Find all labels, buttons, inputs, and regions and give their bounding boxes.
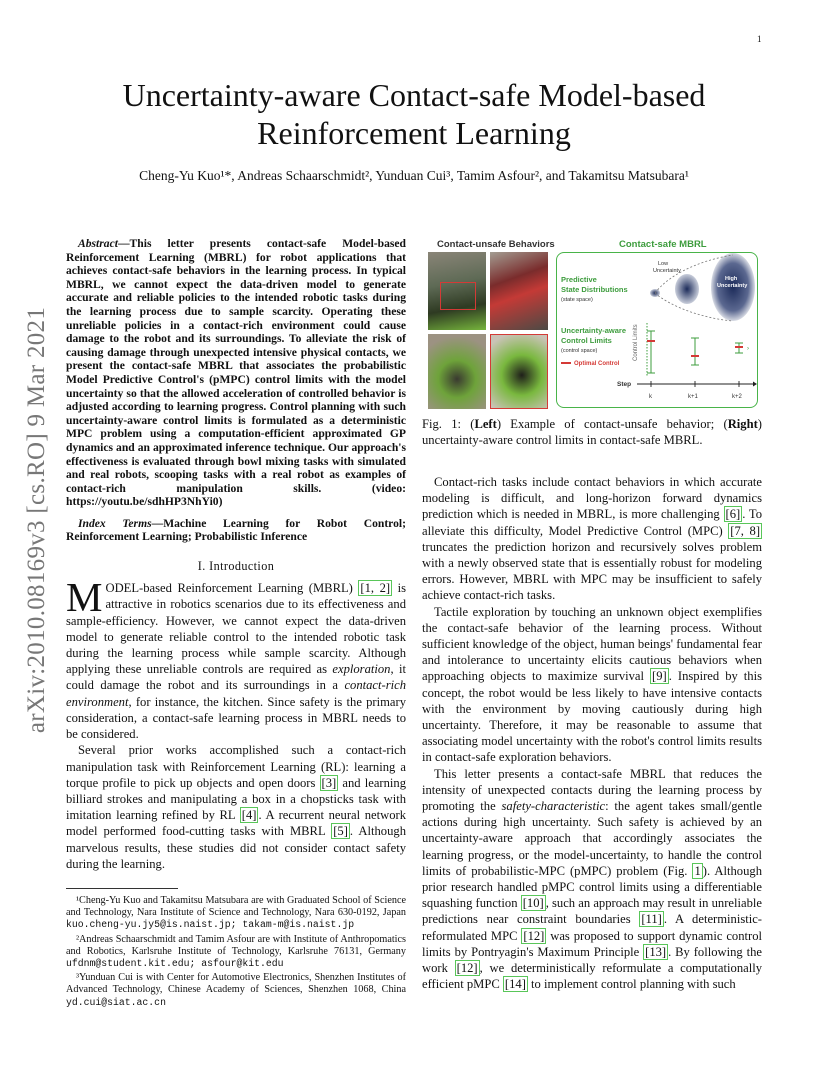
- right-p2-text-a: Tactile exploration by touching an unknown object exemplifies the contact-safe behavior of the learning process. Without sufficient knowledge of the object, human beings' fundamental fear and intolerance to uncertainty elicits cautious behaviors when approaching objects to maximize survival: [422, 604, 762, 684]
- footnote-1: [66, 895, 406, 932]
- arxiv-identifier: arXiv:2010.08169v3 [cs.RO] 9 Mar 2021: [23, 306, 50, 734]
- footnote-3-email[interactable]: yd.cui@siat.ac.cn: [66, 996, 166, 1008]
- caption-right: Right: [727, 417, 758, 431]
- intro-p1-text-d: , for instance, the kitchen. Since safety is the primary consideration, a contact-safe learning process in MBRL needs to be considered.: [66, 694, 406, 742]
- predictive-label-line-2: State Distributions: [561, 285, 628, 294]
- caption-prefix: Fig. 1: (: [422, 417, 475, 431]
- citation-link[interactable]: [4]: [241, 808, 257, 823]
- citation-link[interactable]: [1, 2]: [360, 581, 391, 596]
- drop-cap: M: [66, 574, 103, 621]
- intro-p1-text-c: , it could damage the robot and its surroundings in a: [66, 662, 407, 693]
- footnote-divider: [66, 888, 178, 889]
- caption-suffix: ) uncertainty-aware control limits in contact-safe MBRL.: [422, 417, 762, 447]
- intro-p1-text-a: ODEL-based Reinforcement Learning (MBRL): [105, 581, 359, 596]
- citation-link[interactable]: [5]: [333, 824, 348, 839]
- citation-link[interactable]: [9]: [652, 669, 667, 684]
- right-p3-text-a: This letter presents a contact-safe MBRL that reduces the intensity of unexpected contacts during the learning process by promoting the: [422, 766, 762, 814]
- axis-label-control-limits: Control Limits: [633, 324, 639, 361]
- intro-paragraph-2: [66, 742, 406, 872]
- right-p3-text-g: . By following the work: [422, 944, 762, 976]
- footnote-3: [66, 972, 406, 1009]
- figure-link[interactable]: 1: [694, 863, 701, 878]
- low-uncertainty-label-2: Uncertainty: [653, 268, 681, 274]
- arxiv-sidebar: [17, 290, 57, 750]
- robot-photo-arm: [490, 252, 548, 330]
- limits-label-line-1: Uncertainty-aware: [561, 326, 627, 335]
- intro-p2-text-a: Several prior works accomplished such a contact-rich manipulation task with Reinforcement Learning (RL): learning a torque profile to pick up objects and open doors: [66, 743, 406, 790]
- caption-left: Left: [474, 417, 497, 431]
- intro-paragraph-1: [66, 574, 407, 742]
- index-terms-label: Index Terms: [78, 516, 152, 530]
- intro-p1-text-b: is attractive in robotics scenarios due to its effectiveness and sample-efficiency. However, we cannot expect the data-driven model to generate reliable control to the intended robotic task during the learning process while sample scarcity. Although applying these unreliable controls are required as: [66, 581, 407, 677]
- step-axis-label: Step: [617, 381, 632, 388]
- author-list: Cheng-Yu Kuo¹*, Andreas Schaarschmidt², Yunduan Cui³, Tamim Asfour², and Takamitsu Matsubara¹: [139, 168, 689, 183]
- continuation-marker: ›: [747, 346, 749, 352]
- footnote-2-email[interactable]: ufdnm@student.kit.edu; asfour@kit.edu: [66, 957, 284, 969]
- right-p1-text-b: . To alleviate this difficulty, Model Predictive Control (MPC): [422, 507, 762, 538]
- robot-photo-spill: [428, 334, 486, 409]
- step-axis-arrow: [753, 382, 757, 387]
- citation-link[interactable]: [14]: [504, 977, 526, 992]
- predictive-label-line-1: Predictive: [561, 275, 597, 284]
- abstract-text: —This letter presents contact-safe Model-based Reinforcement Learning (MBRL) for robot applications that achieves contact-safe behaviors in the learning process. In typical MBRL, we cannot expect the data-driven model to generate accurate and reliable policies to the intended robotic tasks during the learning process due to sample scarcity. Operating these unreliable policies in a contact-rich environment could cause damage to the robot and its surroundings. To alleviate the risk of causing damage through unexpected intensive physical contacts, we present the contact-safe MBRL that associates the probabilistic Model Predictive Control's (pMPC) control limits with the model uncertainty so that the allowed acceleration of controlled behavior is adjusted according to learning progress. Control planning with such uncertainty-aware control limits is formulated as a deterministic MPC problem using a computation-efficient approximated GP dynamics and an approximated inference technique. Our approach's effectiveness is evaluated through bowl mixing tasks with simulated and real robots, scooping tasks with a real robot as examples of contact-rich manipulation skills. (video: https://youtu.be/sdhHP3NhYi0): [66, 237, 406, 509]
- step-tick-label-k2: k+2: [732, 394, 742, 400]
- predictive-label-line-3: (state space): [561, 297, 593, 303]
- citation-link[interactable]: [12]: [523, 928, 545, 943]
- index-terms: [66, 517, 406, 544]
- right-paragraph-2: [422, 604, 762, 766]
- footnote-2-text: ²Andreas Schaarschmidt and Tamim Asfour are with Institute of Anthropomatics and Robotics, Karlsruhe Institute of Technology, Karlsruhe 76131, Germany: [66, 933, 406, 957]
- index-terms-text: —Machine Learning for Robot Control; Reinforcement Learning; Probabilistic Inference: [66, 516, 406, 544]
- limits-label-line-2: Control Limits: [561, 336, 612, 345]
- intro-p2-text-d: . Although marvelous results, these studies did not consider contact safety during the learning.: [66, 824, 406, 871]
- citation-link[interactable]: [6]: [725, 507, 741, 522]
- left-column: [66, 237, 406, 1011]
- right-p3-text-f: was proposed to support dynamic control limits by Pontryagin's Maximum Principle: [422, 928, 762, 959]
- mid-uncertainty-state: [675, 274, 699, 304]
- right-p1-text-c: truncates the prediction horizon and recursively solves problem with a newly observed state that is essentially robust for modeling errors. However, MBRL with MPC may be insufficient to safely achieve contact-rich tasks.: [422, 539, 762, 603]
- unsafe-contact-highlight: [440, 282, 476, 310]
- right-p2-text-b: . Inspired by this concept, the robot would be less likely to have intensive contacts with the environment by moving cautiously during high uncertainty. Therefore, it may be reasonable to assume that associating model uncertainty with the robot's control limits results in contact-safe exploration behaviors.: [422, 669, 762, 765]
- abstract: [66, 237, 406, 509]
- optimal-control-label: Optimal Control: [574, 361, 620, 367]
- citation-link[interactable]: [12]: [456, 961, 478, 976]
- right-p1-text-a: Contact-rich tasks include contact behaviors in which accurate modeling is difficult, and long-horizon forward dynamics prediction which is needed in MBRL, is more challenging: [422, 475, 762, 522]
- high-uncertainty-label-1: High: [725, 276, 738, 282]
- right-p3-text-i: to implement control planning with such: [527, 977, 736, 992]
- contact-safe-diagram: [557, 253, 757, 407]
- footnote-3-text: ³Yunduan Cui is with Center for Automotive Electronics, Shenzhen Institutes of Advanced Technology, Chinese Academy of Sciences, Shenzhen 1068, China: [66, 972, 406, 996]
- footnote-1-email[interactable]: kuo.cheng-yu.jy5@is.naist.jp; takam-m@is.naist.jp: [66, 919, 355, 931]
- footnote-2: [66, 934, 406, 971]
- right-paragraph-3: [422, 766, 762, 993]
- figure-right-title: Contact-safe MBRL: [619, 239, 707, 250]
- step-tick-label-k: k: [649, 394, 652, 400]
- right-p3-text-b: : the agent takes small/gentle actions during high uncertainty. Such safety is achieved by an uncertainty-aware approach that accordingly associates the learning progress, or the model-uncertainty, to handle the control limits of probabilistic-MPC (pMPC) problem (Fig.: [422, 799, 762, 878]
- figure-caption: [422, 416, 762, 448]
- citation-link[interactable]: [3]: [321, 775, 337, 790]
- robot-photo-grid: [428, 252, 548, 409]
- section-heading-introduction: I. Introduction: [197, 559, 275, 574]
- right-p3-text-e: . A deterministic-reformulated MPC: [422, 912, 762, 943]
- intro-p2-text-c: . A recurrent neural network model performed food-cutting tasks with MBRL: [66, 808, 407, 839]
- caption-mid: ) Example of contact-unsafe behavior; (: [496, 417, 728, 431]
- right-column: [422, 236, 762, 993]
- citation-link[interactable]: [10]: [522, 896, 544, 911]
- high-uncertainty-label-2: Uncertainty: [717, 283, 748, 289]
- robot-photo-spill-closeup: [490, 334, 548, 409]
- figure-1: [422, 236, 762, 412]
- intro-p2-text-b: and learning billiard strokes and manipulating a box in a chopsticks task with imitation learning refined by RL: [66, 775, 406, 823]
- right-p3-text-c: ). Although prior research handled pMPC control limits using a differentiable squashing function: [422, 863, 762, 911]
- citation-link[interactable]: [13]: [645, 944, 667, 959]
- page-number: 1: [757, 34, 762, 44]
- low-uncertainty-label-1: Low: [658, 261, 669, 267]
- footnote-1-text: ¹Cheng-Yu Kuo and Takamitsu Matsubara are with Graduated School of Science and Technology, Nara Institute of Science and Technology, Nara 630-0192, Japan: [66, 894, 406, 919]
- right-paragraph-1: [422, 474, 762, 604]
- abstract-label: Abstract: [78, 237, 118, 250]
- step-tick-label-k1: k+1: [688, 394, 698, 400]
- right-p3-text-d: , such an approach may result in unreliable predictions near constraint boundaries: [422, 896, 762, 927]
- figure-left-title: Contact-unsafe Behaviors: [437, 239, 555, 250]
- limits-label-line-3: (control space): [561, 348, 598, 354]
- citation-link[interactable]: [7, 8]: [730, 523, 761, 538]
- paper-title: Uncertainty-aware Contact-safe Model-based Reinforcement Learning: [122, 77, 706, 151]
- intro-p1-emphasis-exploration: exploration: [332, 662, 391, 677]
- right-p3-emphasis-safety: safety-characteristic: [501, 799, 606, 814]
- intro-p1-emphasis-environment: contact-rich environment: [66, 678, 406, 709]
- contact-safe-panel: [556, 252, 758, 408]
- citation-link[interactable]: [11]: [641, 912, 662, 927]
- right-p3-text-h: , we deterministically reformulate a computationally efficient pMPC: [422, 961, 762, 992]
